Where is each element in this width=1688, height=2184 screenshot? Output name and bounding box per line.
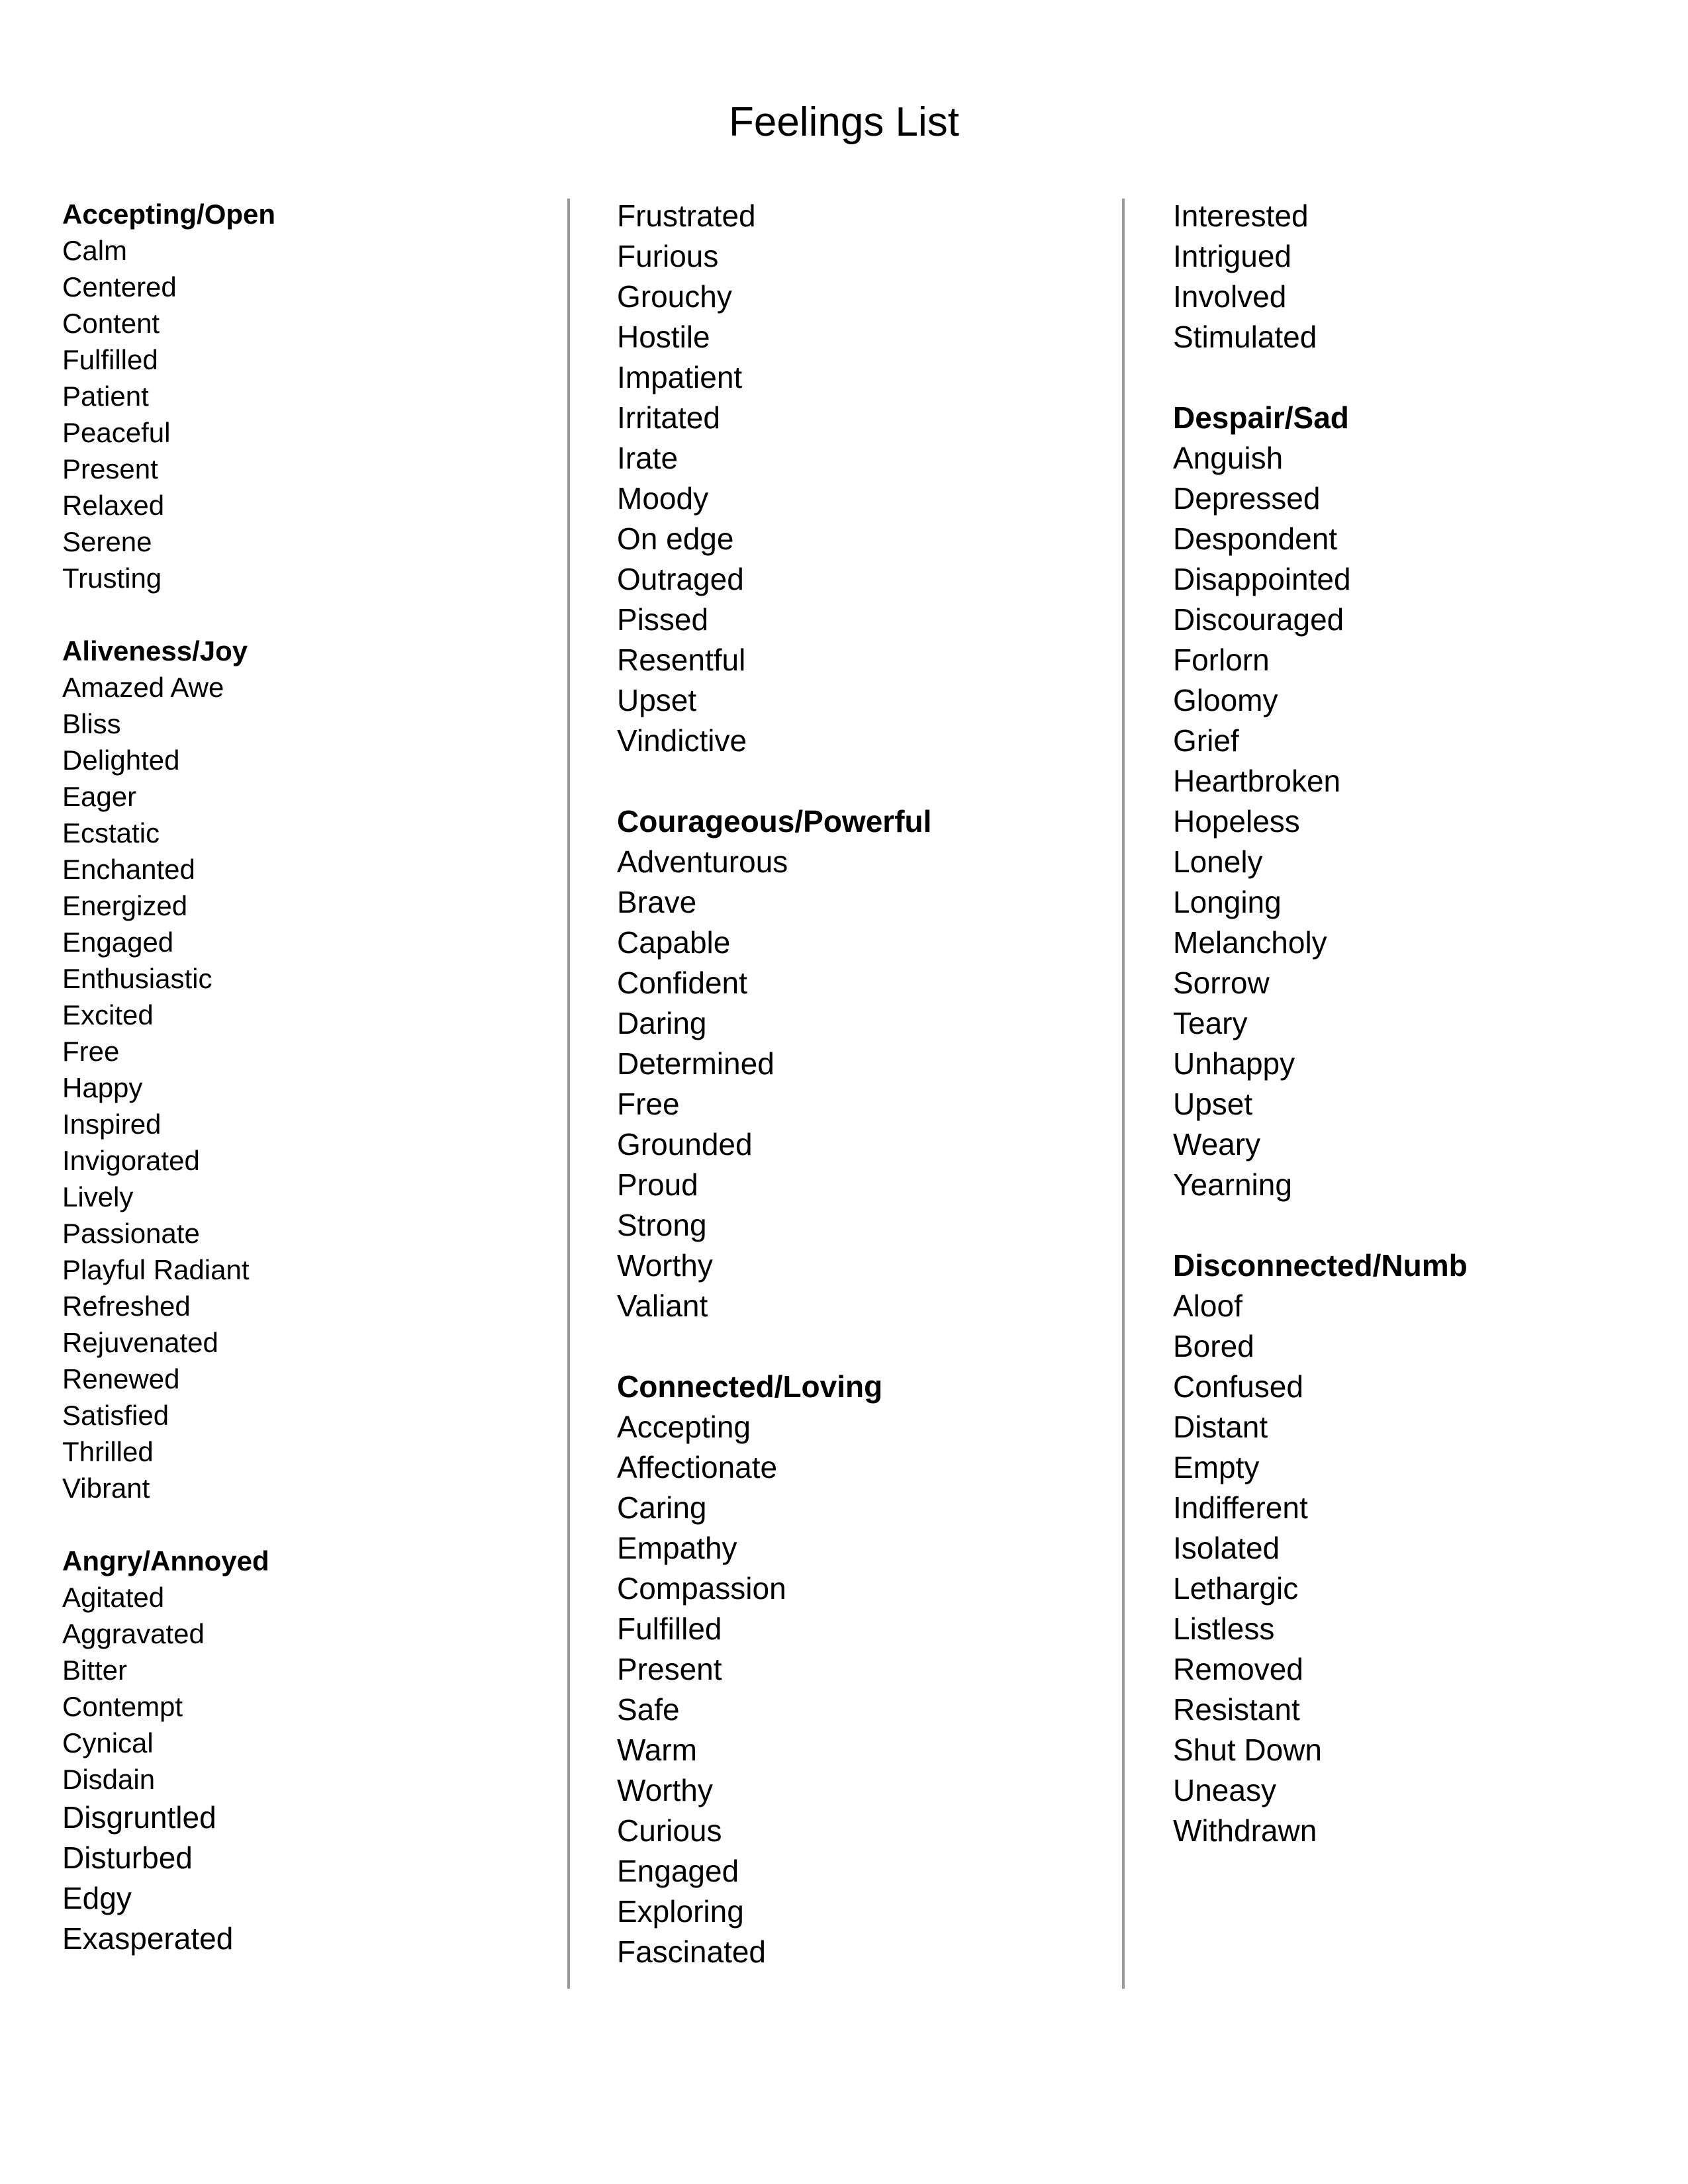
feeling-item: Hopeless [1173,804,1300,839]
feeling-item: Engaged [62,927,174,958]
feeling-item: Yearning [1173,1167,1292,1202]
feeling-item: Confused [1173,1369,1303,1404]
feeling-item: Passionate [62,1218,200,1249]
feeling-item: Brave [617,885,697,919]
feeling-item: Irate [617,441,679,475]
feeling-item: Agitated [62,1582,165,1613]
feeling-item: Patient [62,381,149,412]
feeling-item: Fulfilled [62,344,158,375]
feeling-item: Present [62,453,158,484]
feeling-item: Discouraged [1173,602,1344,637]
feeling-item: Centered [62,271,177,302]
feeling-item: Vindictive [617,723,747,758]
feeling-item: Serene [62,526,152,557]
feeling-item: Satisfied [62,1400,169,1431]
feeling-item: Interested [1173,199,1309,233]
feeling-item: Safe [617,1692,680,1727]
feeling-item: Pissed [617,602,709,637]
feeling-item: Despondent [1173,522,1338,556]
feeling-item: Invigorated [62,1145,200,1176]
feeling-item: Uneasy [1173,1773,1276,1807]
feeling-item: Proud [617,1167,698,1202]
feeling-item: Present [617,1652,722,1686]
feeling-item: Shut Down [1173,1733,1323,1767]
feeling-item: Peaceful [62,417,171,448]
feeling-item: Heartbroken [1173,764,1341,798]
column-divider [567,199,570,1989]
feeling-item: Worthy [617,1773,713,1807]
feeling-item: Warm [617,1733,697,1767]
feeling-item: Grouchy [617,279,732,314]
feeling-item: Delighted [62,745,180,776]
feeling-item: Renewed [62,1363,180,1394]
feeling-item: Outraged [617,562,744,596]
feeling-item: Listless [1173,1612,1275,1646]
feeling-item: Melancholy [1173,925,1327,960]
group-spacer [617,761,931,801]
feeling-item: Lonely [1173,844,1263,879]
feeling-item: Empty [1173,1450,1260,1484]
feeling-item: Daring [617,1006,707,1040]
feeling-item: Intrigued [1173,239,1292,273]
feeling-item: Aloof [1173,1289,1243,1323]
feeling-item: Stimulated [1173,320,1317,354]
feeling-item: Distant [1173,1410,1268,1444]
feelings-column-2 [617,196,931,1972]
feeling-item: Vibrant [62,1473,150,1504]
feelings-column-1 [62,196,275,1959]
feeling-item: Lethargic [1173,1571,1299,1606]
feeling-item: Bored [1173,1329,1254,1363]
feeling-item: Thrilled [62,1436,154,1467]
category-heading: Disconnected/Numb [1173,1248,1468,1283]
feeling-item: Amazed Awe [62,672,224,703]
feeling-item: Moody [617,481,709,516]
feeling-item: Rejuvenated [62,1327,218,1358]
group-spacer [1173,357,1468,398]
feeling-item: Valiant [617,1289,708,1323]
feeling-item: Relaxed [62,490,165,521]
feeling-item: Excited [62,999,154,1030]
feeling-item: Playful Radiant [62,1254,250,1285]
feeling-item: Engaged [617,1854,739,1888]
feeling-item: Free [62,1036,120,1067]
feeling-item: Enthusiastic [62,963,212,994]
feeling-item: Withdrawn [1173,1813,1317,1848]
feeling-item: Disgruntled [62,1800,216,1835]
feeling-item: Bitter [62,1655,128,1686]
feeling-item: Impatient [617,360,743,394]
feeling-item: Happy [62,1072,143,1103]
feeling-item: Ecstatic [62,817,160,848]
feeling-item: Isolated [1173,1531,1280,1565]
feeling-item: Edgy [62,1881,132,1915]
feeling-item: Fulfilled [617,1612,722,1646]
feeling-item: Grief [1173,723,1239,758]
feeling-item: Confident [617,966,747,1000]
feeling-item: Adventurous [617,844,788,879]
feeling-item: Lively [62,1181,134,1212]
feeling-item: Eager [62,781,137,812]
feeling-item: Frustrated [617,199,756,233]
feeling-item: Anguish [1173,441,1284,475]
category-heading: Courageous/Powerful [617,804,932,839]
feeling-item: Refreshed [62,1291,191,1322]
feeling-item: Strong [617,1208,707,1242]
feeling-item: Energized [62,890,188,921]
feeling-item: Weary [1173,1127,1261,1161]
category-heading: Aliveness/Joy [62,635,248,666]
group-spacer [617,1326,931,1367]
feeling-item: Disdain [62,1764,156,1795]
feeling-item: Enchanted [62,854,195,885]
feeling-item: Disappointed [1173,562,1351,596]
feelings-column-3 [1173,196,1468,1851]
feeling-item: Free [617,1087,680,1121]
feeling-item: Indifferent [1173,1490,1308,1525]
feeling-item: Resentful [617,643,746,677]
feeling-item: Calm [62,235,128,266]
feeling-item: Removed [1173,1652,1303,1686]
category-heading: Despair/Sad [1173,400,1349,435]
column-divider [1122,199,1125,1989]
feeling-item: Compassion [617,1571,786,1606]
feeling-item: Resistant [1173,1692,1300,1727]
feeling-item: Hostile [617,320,710,354]
feeling-item: Forlorn [1173,643,1270,677]
category-heading: Angry/Annoyed [62,1545,269,1576]
feeling-item: Trusting [62,563,162,594]
feeling-item: Upset [617,683,697,717]
group-spacer [62,596,275,633]
feeling-item: Teary [1173,1006,1248,1040]
feeling-item: Grounded [617,1127,753,1161]
feeling-item: Determined [617,1046,774,1081]
feeling-item: Sorrow [1173,966,1270,1000]
feeling-item: Cynical [62,1727,154,1758]
feeling-item: Contempt [62,1691,183,1722]
feeling-item: Empathy [617,1531,737,1565]
feeling-item: Involved [1173,279,1287,314]
feeling-item: Gloomy [1173,683,1278,717]
feeling-item: Bliss [62,708,121,739]
feeling-item: Furious [617,239,719,273]
group-spacer [62,1506,275,1543]
feeling-item: Fascinated [617,1934,767,1969]
feeling-item: Exasperated [62,1921,234,1956]
feeling-item: Depressed [1173,481,1321,516]
group-spacer [1173,1205,1468,1246]
feeling-item: Caring [617,1490,707,1525]
feeling-item: Upset [1173,1087,1253,1121]
feeling-item: Inspired [62,1109,162,1140]
feeling-item: On edge [617,522,734,556]
feeling-item: Unhappy [1173,1046,1295,1081]
feeling-item: Exploring [617,1894,744,1929]
feeling-item: Irritated [617,400,720,435]
feeling-item: Worthy [617,1248,713,1283]
category-heading: Connected/Loving [617,1369,883,1404]
feeling-item: Capable [617,925,731,960]
feeling-item: Curious [617,1813,722,1848]
feeling-item: Longing [1173,885,1282,919]
feeling-item: Disturbed [62,1841,193,1875]
feeling-item: Accepting [617,1410,751,1444]
page-title: Feelings List [728,99,960,145]
feeling-item: Aggravated [62,1618,205,1649]
category-heading: Accepting/Open [62,199,276,230]
feeling-item: Content [62,308,160,339]
feeling-item: Affectionate [617,1450,778,1484]
